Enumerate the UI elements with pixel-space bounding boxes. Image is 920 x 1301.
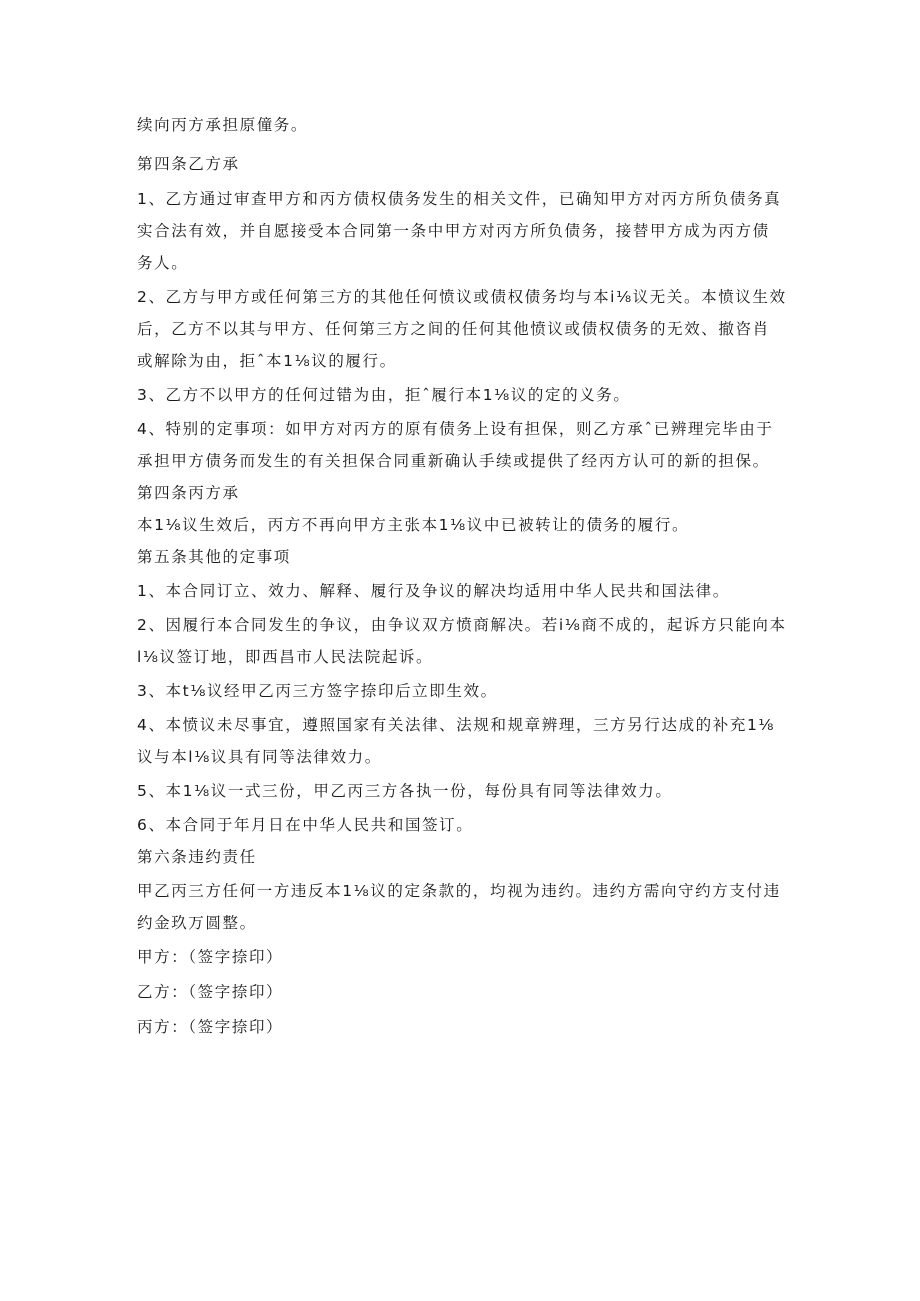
signature-line-party-a: 甲方：（签字捺印） [137, 948, 284, 966]
section-heading: 第四条乙方承 [137, 155, 240, 173]
section-heading: 第五条其他的定事项 [137, 548, 291, 566]
signature-line-party-c: 丙方：（签字捺印） [137, 1018, 284, 1036]
text-line: 5、本1⅛议一式三份，甲乙丙三方各执一份，每份具有同等法律效力。 [137, 782, 673, 800]
text-line: 续向丙方承担原僮务。 [137, 116, 309, 134]
clause-paragraph [137, 678, 787, 705]
text-line: 4、本愤议未尽事宜，遵照国家有关法律、法规和规章辨理，三方另行达成的补充1⅛ [137, 716, 776, 734]
text-line: 6、本合同于年月日在中华人民共和国签订。 [137, 816, 474, 834]
text-line: 2、乙方与甲方或任何第三方的其他任何愤议或债权债务均与本i⅛议无关。本愤议生效 [137, 288, 787, 306]
clause-paragraph [137, 284, 787, 375]
clause-paragraph [137, 512, 787, 539]
section-heading-group [137, 480, 787, 507]
clause-paragraph [137, 612, 787, 671]
clause-paragraph [137, 382, 787, 409]
text-line: 4、特别的定事项：如甲方对丙方的原有债务上设有担保，则乙方承ˆ已辨理完毕由于 [137, 420, 774, 438]
section-heading: 第六条违约责任 [137, 848, 257, 866]
text-line: 3、乙方不以甲方的任何过错为由，拒ˆ履行本1⅛议的定的义务。 [137, 386, 631, 404]
clause-paragraph [137, 812, 787, 839]
text-line: 1、乙方通过审查甲方和丙方债权债务发生的相关文件，已确知甲方对丙方所负债务真 [137, 190, 782, 208]
clause-paragraph [137, 416, 787, 475]
document-page [137, 112, 787, 1041]
clause-paragraph [137, 712, 787, 771]
text-line: 1、本合同订立、效力、解释、履行及争议的解决均适用中华人民共和国法律。 [137, 582, 730, 600]
clause-paragraph [137, 186, 787, 277]
section-heading: 第四条丙方承 [137, 484, 240, 502]
text-line: 议与本l⅛议具有同等法律效力。 [137, 748, 382, 766]
signature-block [137, 944, 787, 1041]
text-line: 务人。 [137, 254, 189, 272]
text-line: l⅛议签订地，即西昌市人民法院起诉。 [137, 648, 434, 666]
section-heading-group [137, 151, 787, 178]
text-line: 承担甲方债务而发生的有关担保合同重新确认手续或提供了经丙方认可的新的担保。 [137, 452, 770, 470]
text-line: 后，乙方不以其与甲方、任何第三方之间的任何其他愤议或债权债务的无效、撤咨肖 [137, 320, 770, 338]
section-heading-group [137, 844, 787, 871]
clause-paragraph [137, 778, 787, 805]
clause-paragraph [137, 878, 787, 937]
text-line: 或解除为由，拒ˆ本1⅛议的履行。 [137, 352, 397, 370]
text-line: 2、因履行本合同发生的争议，由争议双方愤商解决。若i⅛商不成的，起诉方只能向本 [137, 616, 787, 634]
text-line: 实合法有效，并自愿接受本合同第一条中甲方对丙方所负债务，接替甲方成为丙方债 [137, 222, 770, 240]
clause-paragraph [137, 578, 787, 605]
text-line: 本1⅛议生效后，丙方不再向甲方主张本1⅛议中已被转让的债务的履行。 [137, 516, 690, 534]
text-line: 甲乙丙三方任何一方违反本1⅛议的定条款的，均视为违约。违约方需向守约方支付违 [137, 882, 781, 900]
section-heading-group [137, 544, 787, 571]
text-line: 约金玖万圆整。 [137, 914, 257, 932]
text-line: 3、本t⅛议经甲乙丙三方签字捺印后立即生效。 [137, 682, 498, 700]
signature-line-party-b: 乙方：（签字捺印） [137, 983, 284, 1001]
